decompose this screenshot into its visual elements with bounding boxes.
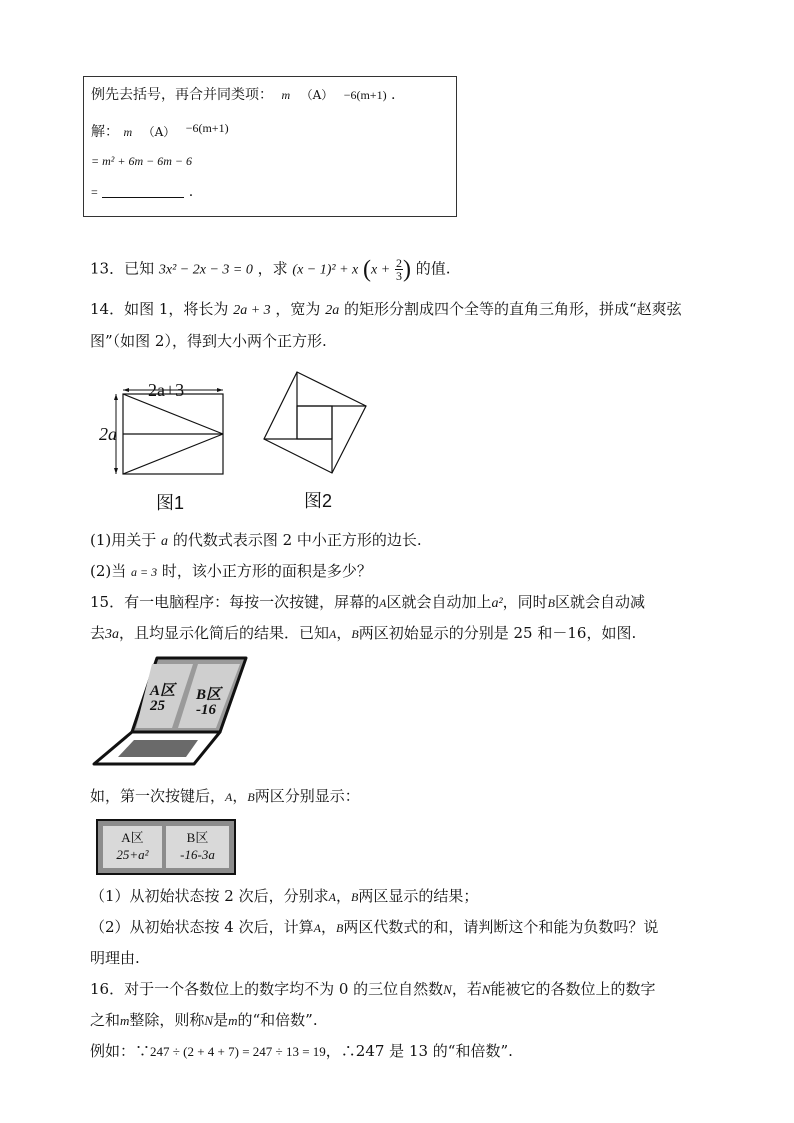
q13-end: 的值. [415,259,451,278]
q14-mid: ，宽为 [275,300,321,318]
answer-blank[interactable] [102,183,184,198]
example-period: . [391,87,396,103]
q15-sub-2: （2）从初始状态按 4 次后，计算A，B两区代数式的和，请判断这个和能为负数吗？说 [90,918,659,936]
fig1-side-label: 2a [99,424,117,444]
q14-length: 2a + 3 [233,303,271,318]
fig2-outer-square [264,372,366,473]
example-line-2 [91,119,229,141]
question-14-line-2: 图”（如图 2），得到大小两个正方形. [90,332,327,350]
q13-condition: 3x² − 2x − 3 = 0 [158,262,253,278]
question-13 [90,257,451,282]
q14-width: 2a [325,303,340,318]
q15-sub-2-line-2: 明理由. [90,949,140,967]
fig1-top-label: 2a+3 [148,380,185,400]
example-instruction: 例先去括号，再合并同类项： [91,87,273,103]
example-expr-m: m [281,88,291,102]
display-panel [96,819,236,875]
question-16-line-3: 例如：∵247 ÷ (2 + 4 + 7) = 247 ÷ 13 = 19，∴247 是 13 的“和倍数”. [90,1042,513,1060]
fig1-side-arrow-top [114,394,118,400]
panel-b-label: B区 [186,830,209,845]
q14-post: 的矩形分割成四个全等的直角三角形，拼成“赵爽弦 [344,300,682,318]
panel-a-label: A区 [121,830,144,845]
fig1-side-arrow-bottom [114,468,118,474]
fig1-diag-bottom [123,434,223,474]
solution-blank-a: （A） [142,125,176,139]
q13-mid: ，求 [257,259,288,278]
screen-a-label: A区 [150,683,176,699]
example-line-4 [91,183,193,201]
solution-period: . [188,184,194,200]
computer-screen-illustration [90,656,250,768]
q14-pre: 14．如图 1，将长为 [90,300,229,318]
q14-sub-1: (1)用关于 a 的代数式表示图 2 中小正方形的边长. [90,531,422,549]
q13-frac-num: 2 [396,256,402,270]
example-line-1 [91,86,395,104]
figure-2-zhao-shuang [260,370,370,475]
fig1-top-arrow-right [217,388,223,392]
screen-b-value: -16 [196,702,216,718]
screen-b-label: B区 [196,687,222,703]
q13-frac-den: 3 [396,269,402,283]
question-16-line-1: 16．对于一个各数位上的数字均不为 0 的三位自然数N，若N能被它的各数位上的数字 [90,980,656,998]
fig2-caption: 图2 [304,491,333,511]
solution-label: 解： [91,124,119,140]
q13-expr-a: (x − 1)² + x [292,262,359,278]
question-15-line-2: 去3a，且均显示化简后的结果．已知A，B两区初始显示的分别是 25 和－16，如图. [90,624,637,642]
example-box [83,76,457,217]
panel-zone-a [103,826,162,868]
example-expr-b: −6(m+1) [343,88,387,102]
solution-expr-b: −6(m+1) [185,121,229,135]
q13-fraction [395,257,403,282]
fig2-inner-square [297,406,332,439]
q14-sub-2: (2)当 a = 3 时，该小正方形的面积是多少？ [90,562,372,580]
q15-sub-1: （1）从初始状态按 2 次后，分别求A，B两区显示的结果； [90,887,479,905]
panel-b-value: -16-3a [180,847,215,862]
question-15-line-1: 15．有一电脑程序：每按一次按键，屏幕的A区就会自动加上a²，同时B区就会自动减 [90,593,646,611]
q15-after-first-press: 如，第一次按键后，A，B两区分别显示： [90,787,360,805]
solution-equals: = [91,185,98,199]
panel-zone-b [166,826,229,868]
q13-left-paren: ( [363,256,372,283]
question-16-line-2: 之和m整除，则称N是m的“和倍数”. [90,1011,318,1029]
fig1-caption: 图1 [156,493,185,513]
fig1-top-arrow-left [123,388,129,392]
panel-a-value: 25+a² [116,847,149,862]
question-14-line-1 [90,299,682,321]
example-blank-a: （A） [300,88,334,102]
q13-number: 13．已知 [90,259,155,278]
solution-step-1: = m² + 6m − 6m − 6 [91,154,192,168]
q13-right-paren: ) [403,256,411,283]
screen-a-value: 25 [150,698,165,714]
solution-expr-m: m [123,125,133,139]
q13-expr-b: x + [371,262,391,278]
